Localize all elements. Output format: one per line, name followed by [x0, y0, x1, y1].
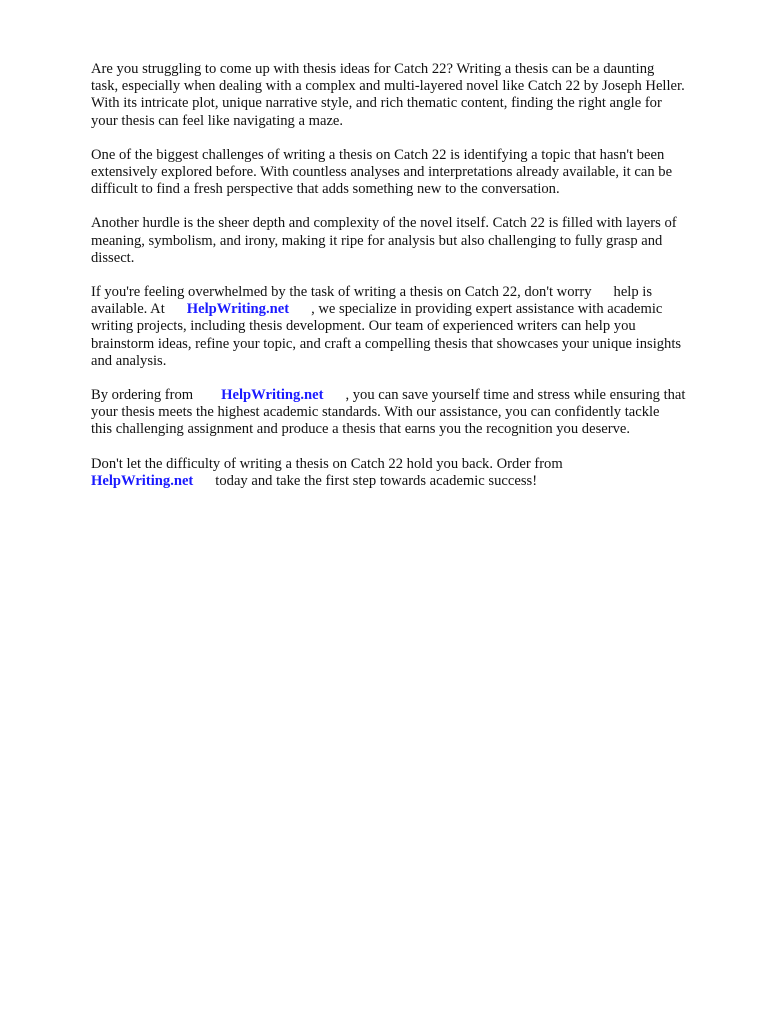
- text-line: meaning, symbolism, and irony, making it ripe for analysis but also challenging to fully grasp and: [91, 232, 663, 249]
- text-segment: , we specialize in providing expert assistance with academic: [311, 301, 663, 318]
- paragraph-ordering: [91, 387, 731, 439]
- text-line: writing projects, including thesis development. Our team of experienced writers can help you: [91, 318, 636, 335]
- text-line: difficult to find a fresh perspective that adds something new to the conversation.: [91, 181, 560, 198]
- text-line: With its intricate plot, unique narrative style, and rich thematic content, finding the right angle for: [91, 95, 662, 112]
- text-line: extensively explored before. With countless analyses and interpretations already available, it can be: [91, 164, 673, 181]
- text-line: Don't let the difficulty of writing a thesis on Catch 22 hold you back. Order from: [91, 455, 563, 472]
- text-line: this challenging assignment and produce a thesis that earns you the recognition you deserve.: [91, 421, 631, 438]
- helpwriting-link[interactable]: HelpWriting.net: [186, 301, 290, 318]
- helpwriting-link[interactable]: HelpWriting.net: [221, 387, 324, 404]
- text-line: [91, 387, 731, 404]
- text-segment: If you're feeling overwhelmed by the task of writing a thesis on Catch 22, don't worry: [91, 284, 592, 301]
- paragraph-intro: [91, 61, 731, 130]
- text-line: [91, 301, 731, 318]
- text-segment: today and take the first step towards academic success!: [215, 472, 538, 489]
- text-line: [91, 284, 731, 301]
- paragraph-closing: [91, 456, 731, 490]
- text-line: dissect.: [91, 249, 135, 266]
- paragraph-help: [91, 284, 731, 370]
- text-line: your thesis can feel like navigating a maze.: [91, 112, 344, 129]
- paragraph-complexity: [91, 215, 731, 267]
- text-line: Another hurdle is the sheer depth and complexity of the novel itself. Catch 22 is filled with layers of: [91, 215, 677, 232]
- text-line: and analysis.: [91, 352, 167, 369]
- text-line: One of the biggest challenges of writing a thesis on Catch 22 is identifying a topic that hasn't been: [91, 146, 665, 163]
- text-line: task, especially when dealing with a complex and multi-layered novel like Catch 22 by Joseph Heller.: [91, 78, 685, 95]
- text-line: your thesis meets the highest academic standards. With our assistance, you can confidently tackle: [91, 404, 660, 421]
- text-line: Are you struggling to come up with thesis ideas for Catch 22? Writing a thesis can be a daunting: [91, 61, 655, 77]
- text-line: [91, 473, 731, 490]
- text-segment: By ordering from: [91, 387, 194, 404]
- paragraph-challenges: [91, 147, 731, 199]
- text-segment: help is: [613, 284, 653, 301]
- text-segment: available. At: [91, 301, 165, 318]
- text-line: brainstorm ideas, refine your topic, and craft a compelling thesis that showcases your unique insights: [91, 335, 682, 352]
- text-segment: , you can save yourself time and stress while ensuring that: [345, 387, 686, 404]
- helpwriting-link[interactable]: HelpWriting.net: [91, 472, 194, 489]
- document-body: [91, 61, 731, 507]
